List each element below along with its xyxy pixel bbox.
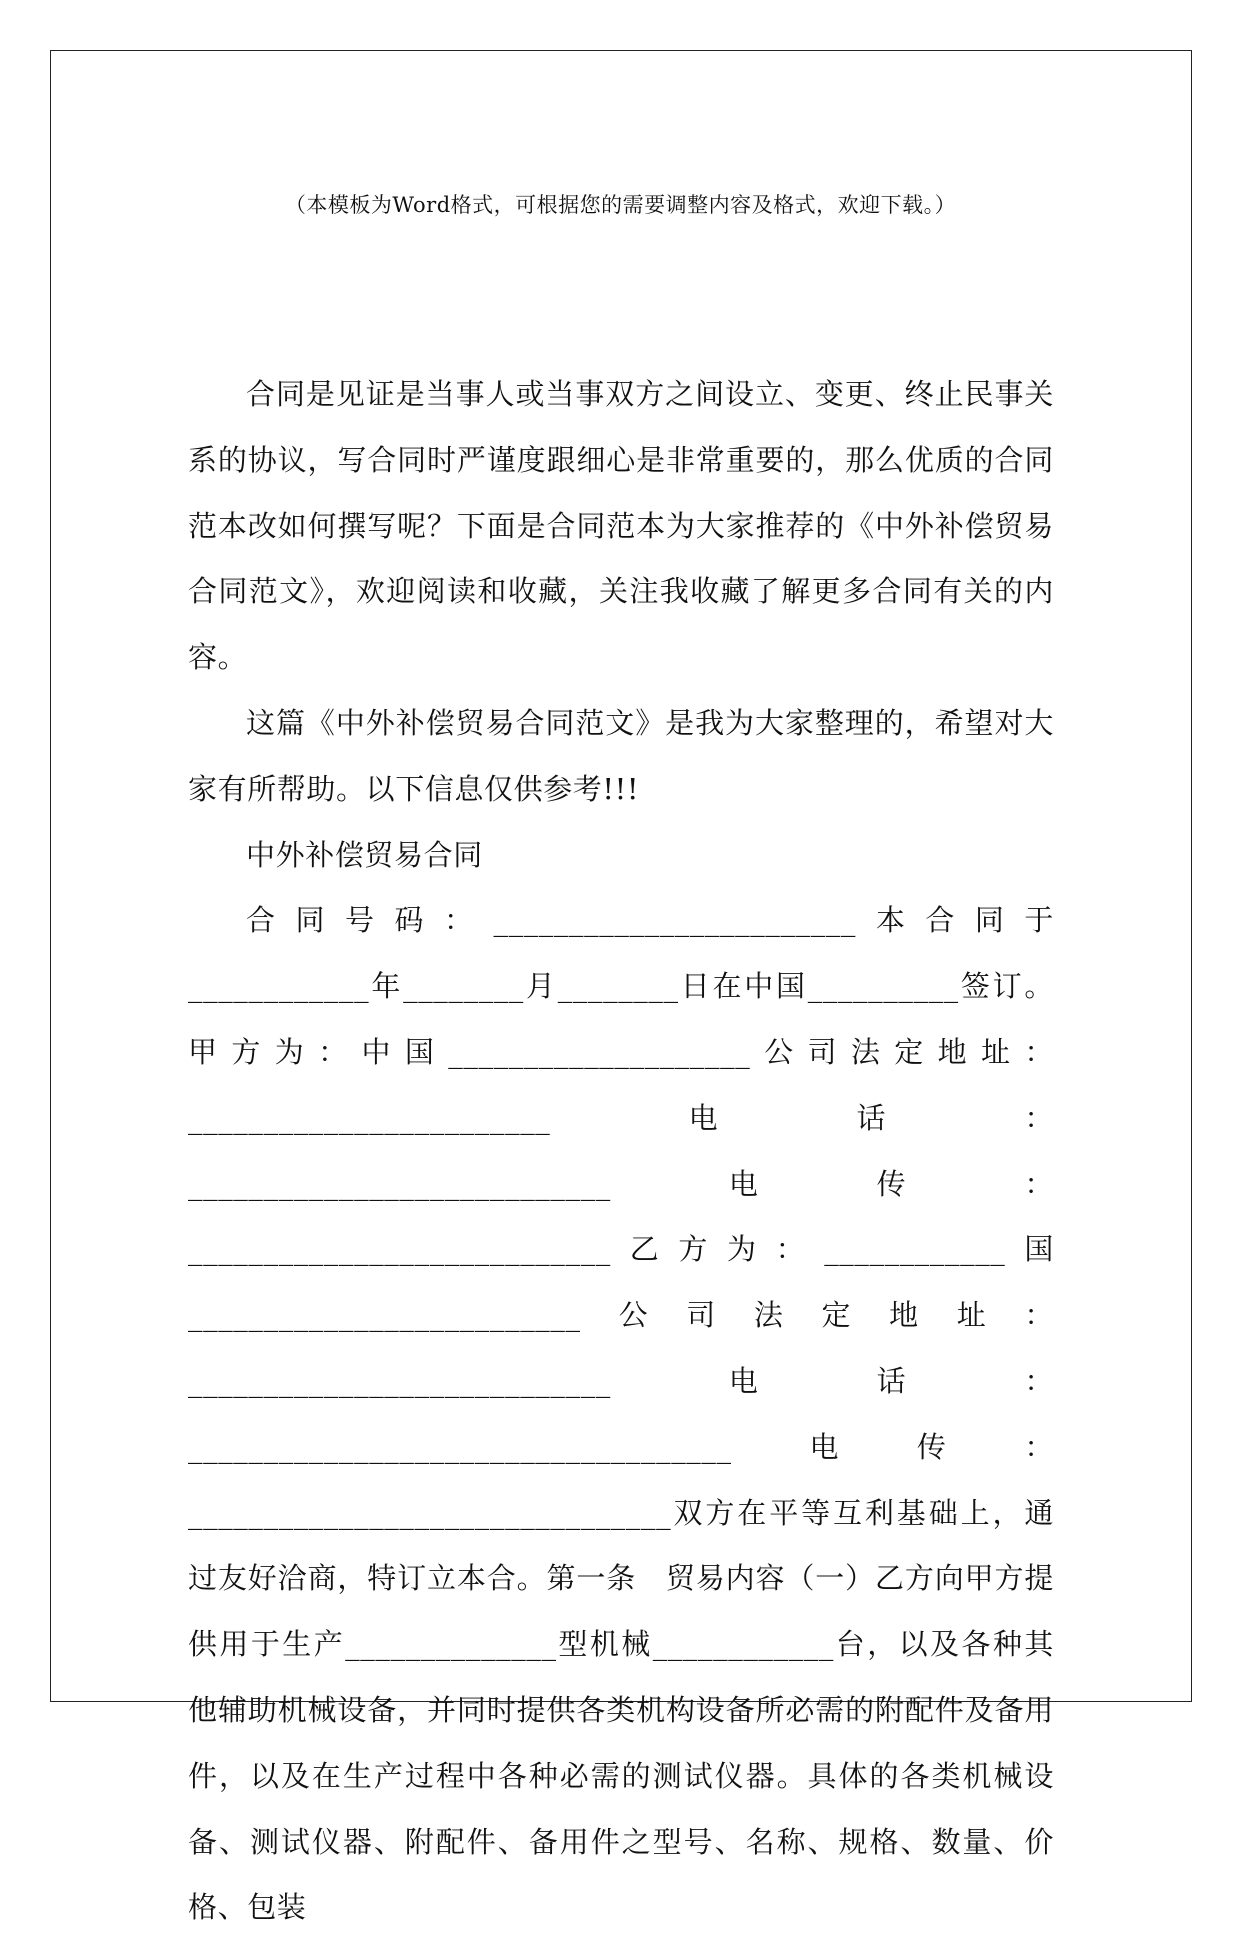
document-body xyxy=(188,362,1054,1941)
contract-paragraph: 合同号码：________________________本合同于____________年________月________日在中国__________签订。甲方为：中国____________________公司法定地址：________________________电话：____________________________电传：____________________________乙方为：____________国__________________________公司法定地址：____________________________电话：____________________________________电传：________________________________双方在平等互利基础上，通过友好洽商，特订立本合。第一条 贸易内容（一）乙方向甲方提供用于生产______________型机械____________台，以及各种其他辅助机械设备，并同时提供各类机构设备所必需的附配件及备用件，以及在生产过程中各种必需的测试仪器。具体的各类机械设备、测试仪器、附配件、备用件之型号、名称、规格、数量、价格、包装 xyxy=(188,903,1054,1925)
template-note: （本模板为Word格式，可根据您的需要调整内容及格式，欢迎下载。） xyxy=(284,193,957,217)
purpose-paragraph: 这篇《中外补偿贸易合同范文》是我为大家整理的，希望对大家有所帮助。以下信息仅供参考!!! xyxy=(188,705,1054,806)
intro-paragraph: 合同是见证是当事人或当事双方之间设立、变更、终止民事关系的协议，写合同时严谨度跟细心是非常重要的，那么优质的合同范本改如何撰写呢？下面是合同范本为大家推荐的《中外补偿贸易合同范文》，欢迎阅读和收藏，关注我收藏了解更多合同有关的内容。 xyxy=(188,377,1054,675)
contract-title: 中外补偿贸易合同 xyxy=(246,837,483,872)
